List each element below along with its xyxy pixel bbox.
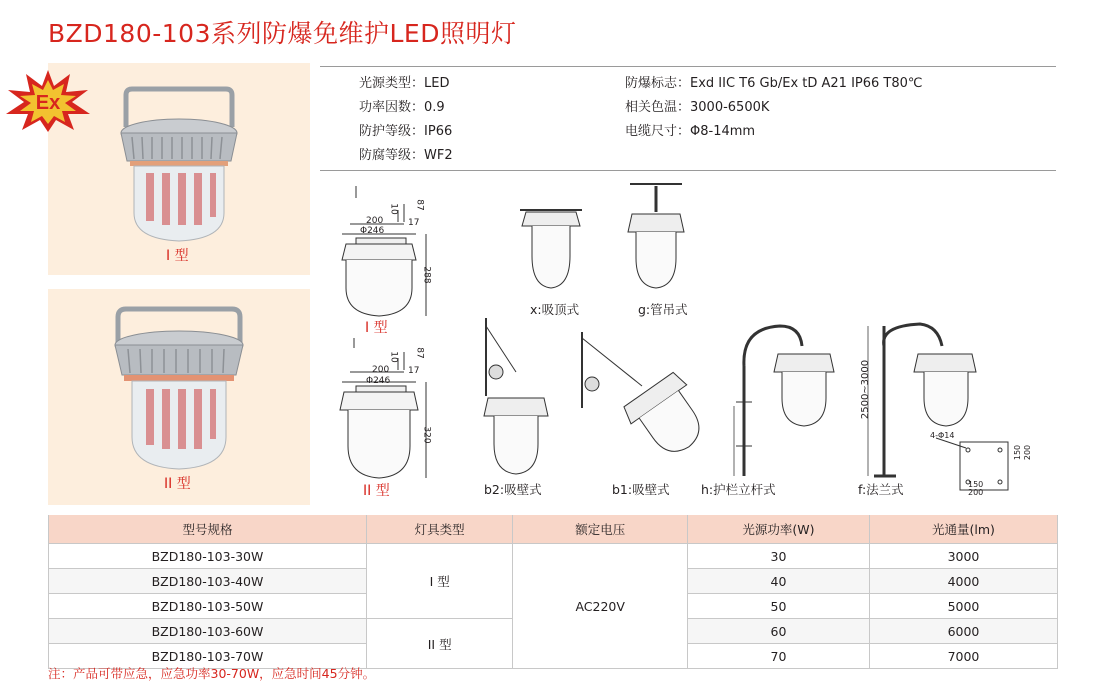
cell-voltage: AC220V — [513, 544, 688, 669]
dim2-320: 320 — [421, 426, 432, 444]
cell-lumen: 5000 — [869, 594, 1057, 619]
cell-lumen: 6000 — [869, 619, 1057, 644]
cell-power: 40 — [688, 569, 870, 594]
ex-explosion-proof-badge — [4, 68, 92, 134]
spec-protection-class: 防护等级：IP66 — [359, 124, 453, 139]
col-header-power: 光源功率(W) — [688, 515, 870, 544]
dim2-87: 87 — [414, 347, 425, 359]
drawing-label-type1: I 型 — [365, 320, 388, 336]
cell-model: BZD180-103-30W — [49, 544, 367, 569]
dim1-200: 200 — [366, 216, 384, 226]
dim2-phi246: Φ246 — [366, 376, 391, 386]
flange-dim-c: 150 — [1013, 444, 1023, 461]
mount-label-guardrail-pole: h:护栏立杆式 — [701, 482, 776, 497]
drawing-label-type2: II 型 — [363, 483, 390, 499]
col-header-voltage: 额定电压 — [513, 515, 688, 544]
pole-height-dim: 2500~3000 — [860, 359, 872, 420]
dim1-87: 87 — [414, 199, 425, 211]
spec-right-column — [625, 72, 923, 144]
cell-model: BZD180-103-50W — [49, 594, 367, 619]
page-title: BZD180-103系列防爆免维护LED照明灯 — [48, 19, 517, 48]
cell-lumen: 3000 — [869, 544, 1057, 569]
col-header-model: 型号规格 — [49, 515, 367, 544]
cell-lumen: 7000 — [869, 644, 1057, 669]
model-spec-table — [48, 515, 1058, 669]
product-label-type2: II 型 — [164, 476, 191, 492]
table-row — [49, 544, 1058, 569]
col-header-lumen: 光通量(lm) — [869, 515, 1057, 544]
spec-color-temperature: 相关色温：3000-6500K — [625, 100, 770, 115]
cell-lumen: 4000 — [869, 569, 1057, 594]
flange-holes-dim: 4-Φ14 — [930, 431, 955, 440]
dim2-17: 17 — [408, 366, 420, 376]
cell-power: 50 — [688, 594, 870, 619]
spec-bottom-rule — [320, 170, 1056, 171]
mount-label-flange: f:法兰式 — [858, 482, 904, 497]
mount-label-wall-b2: b2:吸壁式 — [484, 482, 542, 497]
mount-label-pipe-pendant: g:管吊式 — [638, 302, 688, 317]
flange-dim-d: 200 — [1023, 444, 1033, 461]
dim2-200: 200 — [372, 365, 390, 375]
dim1-10: 10 — [388, 203, 399, 215]
cell-model: BZD180-103-60W — [49, 619, 367, 644]
ex-badge-text: Ex — [35, 92, 61, 114]
product-label-type1: I 型 — [166, 248, 189, 264]
mount-label-ceiling: x:吸顶式 — [530, 302, 580, 317]
col-header-fixture-type: 灯具类型 — [366, 515, 512, 544]
cell-type-2: II 型 — [366, 619, 512, 669]
technical-drawings — [320, 176, 1056, 510]
cell-power: 60 — [688, 619, 870, 644]
spec-anticorrosion-class: 防腐等级：WF2 — [359, 148, 453, 163]
cell-type-1: I 型 — [366, 544, 512, 619]
spec-left-column — [359, 72, 453, 168]
spec-top-rule — [320, 66, 1056, 67]
spec-ex-marking: 防爆标志：Exd IIC T6 Gb/Ex tD A21 IP66 T80℃ — [625, 76, 923, 91]
dim1-288: 288 — [421, 266, 432, 284]
cell-power: 30 — [688, 544, 870, 569]
dim2-10: 10 — [388, 351, 399, 363]
dim1-phi246: Φ246 — [360, 226, 385, 236]
dim1-17: 17 — [408, 218, 420, 228]
cell-model: BZD180-103-40W — [49, 569, 367, 594]
footnote: 注：产品可带应急，应急功率30-70W，应急时间45分钟。 — [48, 666, 376, 681]
spec-cable-size: 电缆尺寸：Φ8-14mm — [625, 124, 756, 139]
spec-light-source: 光源类型：LED — [359, 76, 450, 91]
spec-power-factor: 功率因数：0.9 — [359, 100, 445, 115]
flange-dim-b: 200 — [968, 488, 984, 497]
mount-label-wall-b1: b1:吸壁式 — [612, 482, 670, 497]
product-card-type2 — [48, 289, 310, 505]
flange-dim-a: 150 — [968, 480, 984, 489]
table-header-row — [49, 515, 1058, 544]
cell-power: 70 — [688, 644, 870, 669]
cell-model: BZD180-103-70W — [49, 644, 367, 669]
